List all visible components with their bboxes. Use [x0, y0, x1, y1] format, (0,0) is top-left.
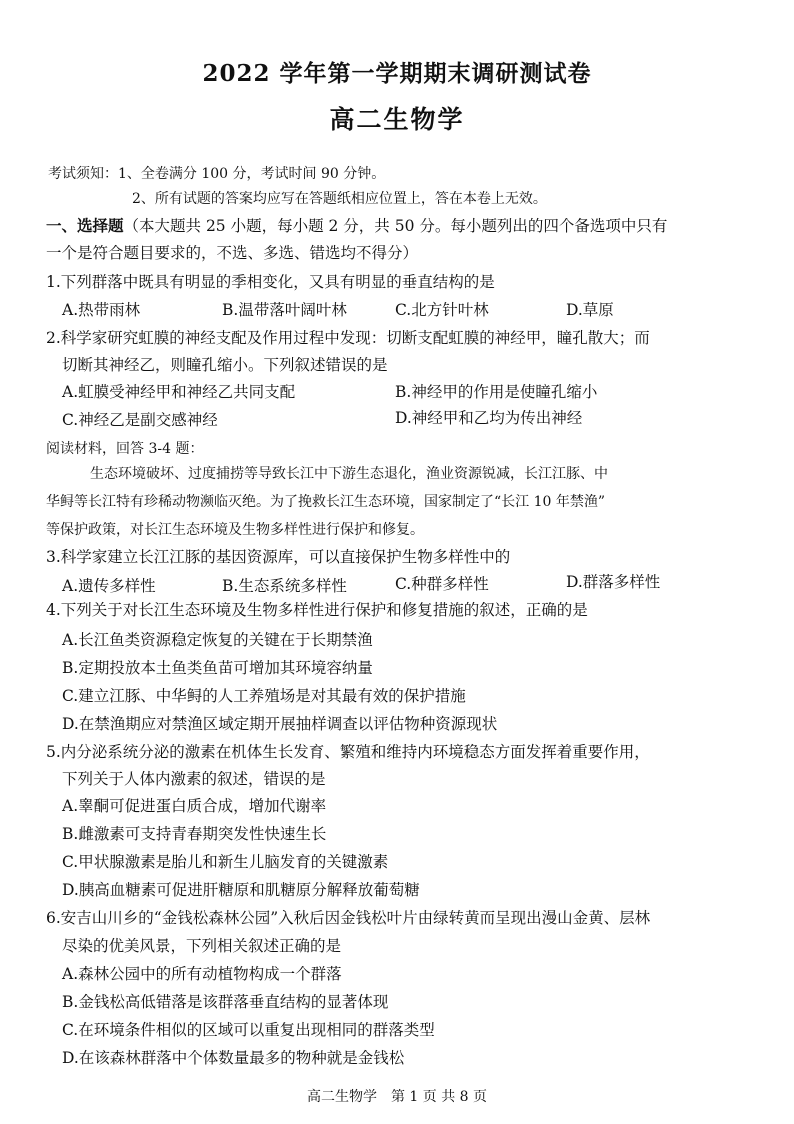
exam-subject: 高二生物学 — [329, 105, 465, 134]
q1-option-a: A.热带雨林 — [62, 301, 141, 319]
q2-option-a: A.虹膜受神经甲和神经乙共同支配 — [62, 383, 296, 401]
q3-stem: 3.科学家建立长江江豚的基因资源库，可以直接保护生物多样性中的 — [46, 548, 511, 566]
reading-paragraph-3: 等保护政策，对长江生态环境及生物多样性进行保护和修复。 — [46, 522, 424, 538]
q1-option-c: C.北方针叶林 — [395, 301, 489, 319]
q3-option-b: B.生态系统多样性 — [222, 577, 347, 595]
q5-stem-1: 5.内分泌系统分泌的激素在机体生长发育、繁殖和维持内环境稳态方面发挥着重要作用， — [46, 743, 650, 761]
reading-intro: 阅读材料，回答 3-4 题： — [46, 441, 204, 457]
q1-option-d: D.草原 — [566, 301, 614, 319]
q5-option-c: C.甲状腺激素是胎儿和新生儿脑发育的关键激素 — [62, 853, 389, 871]
q2-stem-2: 切断其神经乙，则瞳孔缩小。下列叙述错误的是 — [62, 356, 388, 374]
q4-option-c: C.建立江豚、中华鲟的人工养殖场是对其最有效的保护措施 — [62, 687, 466, 705]
q6-option-c: C.在环境条件相似的区域可以重复出现相同的群落类型 — [62, 1021, 435, 1039]
notice-line-2: 2、所有试题的答案均应写在答题纸相应位置上，答在本卷上无效。 — [132, 191, 547, 207]
q2-option-d: D.神经甲和乙均为传出神经 — [395, 409, 583, 427]
q6-option-a: A.森林公园中的所有动植物构成一个群落 — [62, 965, 342, 983]
q5-option-d: D.胰高血糖素可促进肝糖原和肌糖原分解释放葡萄糖 — [62, 881, 420, 899]
q6-option-d: D.在该森林群落中个体数量最多的物种就是金钱松 — [62, 1049, 405, 1067]
section-1-heading: 一、选择题 — [46, 216, 124, 235]
q2-option-c: C.神经乙是副交感神经 — [62, 411, 218, 429]
q6-option-b: B.金钱松高低错落是该群落垂直结构的显著体现 — [62, 993, 389, 1011]
q5-option-a: A.睾酮可促进蛋白质合成，增加代谢率 — [62, 797, 327, 815]
section-1-desc-1: （本大题共 25 小题，每小题 2 分，共 50 分。每小题列出的四个备选项中只有 — [123, 217, 668, 235]
q4-option-b: B.定期投放本土鱼类鱼苗可增加其环境容纳量 — [62, 659, 373, 677]
q4-stem: 4.下列关于对长江生态环境及生物多样性进行保护和修复措施的叙述，正确的是 — [46, 601, 588, 619]
page-footer: 高二生物学 第 1 页 共 8 页 — [306, 1089, 488, 1105]
q5-stem-2: 下列关于人体内激素的叙述，错误的是 — [62, 770, 326, 788]
q5-option-b: B.雌激素可支持青春期突发性快速生长 — [62, 825, 327, 843]
section-1-intro — [46, 216, 667, 236]
q1-stem: 1.下列群落中既具有明显的季相变化，又具有明显的垂直结构的是 — [46, 273, 495, 291]
q3-option-a: A.遗传多样性 — [62, 577, 156, 595]
q2-stem-1: 2.科学家研究虹膜的神经支配及作用过程中发现：切断支配虹膜的神经甲，瞳孔散大；而 — [46, 329, 650, 347]
q4-option-d: D.在禁渔期应对禁渔区域定期开展抽样调查以评估物种资源现状 — [62, 715, 498, 733]
q3-option-d: D.群落多样性 — [566, 573, 661, 591]
q4-option-a: A.长江鱼类资源稳定恢复的关键在于长期禁渔 — [62, 631, 373, 649]
q2-option-b: B.神经甲的作用是使瞳孔缩小 — [395, 383, 598, 401]
q6-stem-2: 尽染的优美风景，下列相关叙述正确的是 — [62, 937, 342, 955]
section-1-desc-2: 一个是符合题目要求的，不选、多选、错选均不得分） — [46, 244, 419, 262]
exam-title: 2022 学年第一学期期末调研测试卷 — [202, 60, 592, 87]
reading-paragraph-2: 华鲟等长江特有珍稀动物濒临灭绝。为了挽救长江生态环境，国家制定了“长江 10 年禁渔” — [46, 494, 606, 510]
q1-option-b: B.温带落叶阔叶林 — [222, 301, 347, 319]
q6-stem-1: 6.安吉山川乡的“金钱松森林公园”入秋后因金钱松叶片由绿转黄而呈现出漫山金黄、层林 — [46, 909, 651, 927]
reading-paragraph-1: 生态环境破坏、过度捕捞等导致长江中下游生态退化，渔业资源锐减，长江江豚、中 — [90, 466, 608, 482]
q3-option-c: C.种群多样性 — [395, 575, 489, 593]
notice-line-1: 考试须知：1、全卷满分 100 分，考试时间 90 分钟。 — [48, 166, 386, 182]
